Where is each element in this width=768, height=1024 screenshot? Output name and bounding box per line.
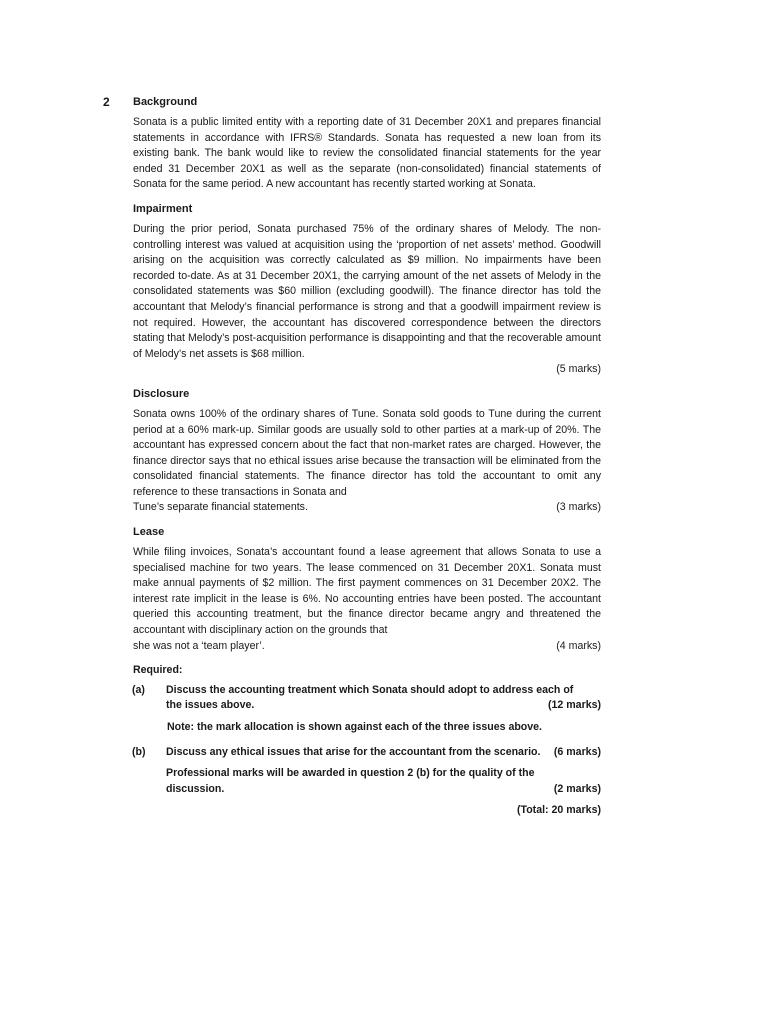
part-b-marks: (6 marks) (553, 745, 601, 758)
required-part-a (133, 683, 601, 714)
professional-marks: (2 marks) (553, 782, 601, 795)
impairment-paragraph: During the prior period, Sonata purchased 75% of the ordinary shares of Melody. The non-controlling interest was valued at acquisition using the ‘proportion of net assets’ method. Goodwill arising on the acquisition was correctly calculated as $9 million. No impairments have been recorded to-date. As at 31 December 20X1, the carrying amount of the net assets of Melody in the consolidated statements was $60 million (excluding goodwill). The finance director has told the accountant that Melody’s financial performance is strong and that a goodwill impairment review is not required. However, the accountant has discovered correspondence between the directors stating that Melody’s post-acquisition performance is disappointing and that the recoverable amount of Melody’s net assets is $68 million. (133, 222, 601, 360)
disclosure-marks: (3 marks) (556, 501, 601, 514)
lease-paragraph (133, 545, 601, 654)
background-heading: Background (133, 96, 198, 108)
lease-heading: Lease (133, 526, 165, 539)
part-a-line1: Discuss the accounting treatment which Sonata should adopt to address each of (166, 683, 574, 696)
total-marks: (Total: 20 marks) (517, 804, 601, 817)
lease-last-line: she was not a ‘team player’. (133, 639, 265, 652)
professional-marks-line1: Professional marks will be awarded in question 2 (b) for the quality of the (166, 767, 535, 780)
impairment-marks: (5 marks) (556, 363, 601, 376)
question-content (133, 95, 601, 819)
part-a-line2: the issues above. (166, 699, 255, 712)
lease-text: While filing invoices, Sonata’s accountant found a lease agreement that allows Sonata to use a specialised machine for two years. The lease commenced on 31 December 20X1. Sonata must make annual payments of $2 million. The first payment commences on 31 December 20X2. The interest rate implicit in the lease is 6%. No accounting entries have been posted. The accountant queried this accounting treatment, but the finance director became angry and threatened the accountant with disciplinary action on the grounds that (133, 546, 601, 637)
part-a-marks: (12 marks) (548, 699, 601, 712)
lease-marks: (4 marks) (556, 639, 601, 652)
disclosure-heading: Disclosure (133, 387, 190, 400)
question-number: 2 (103, 95, 110, 109)
required-heading: Required: (133, 664, 183, 677)
disclosure-paragraph (133, 407, 601, 516)
disclosure-last-line: Tune’s separate financial statements. (133, 501, 308, 514)
part-b-text: Discuss any ethical issues that arise for the accountant from the scenario. (166, 745, 541, 758)
disclosure-text: Sonata owns 100% of the ordinary shares of Tune. Sonata sold goods to Tune during the current period at a 60% mark-up. Similar goods are usually sold to other parties at a mark-up of 20%. The accountant has expressed concern about the fact that non-market rates are charged. However, the finance director says that no ethical issues arise because the transaction will be eliminated from the consolidated financial statements. The finance director has told the accountant to omit any reference to these transactions in Sonata and (133, 407, 601, 498)
impairment-heading: Impairment (133, 202, 193, 215)
part-b-label: (b) (132, 745, 146, 758)
required-part-b (133, 745, 601, 798)
part-a-note: Note: the mark allocation is shown against each of the three issues above. (167, 721, 543, 733)
professional-marks-line2: discussion. (166, 782, 225, 795)
background-paragraph: Sonata is a public limited entity with a reporting date of 31 December 20X1 and prepares financial statements in accordance with IFRS® Standards. Sonata has requested a new loan from its existing bank. The bank would like to review the consolidated financial statements for the year ended 31 December 20X1 as well as the separate (non-consolidated) financial statements of Sonata for the same period. A new accountant has recently started working at Sonata. (133, 116, 601, 191)
part-a-label: (a) (132, 683, 145, 696)
